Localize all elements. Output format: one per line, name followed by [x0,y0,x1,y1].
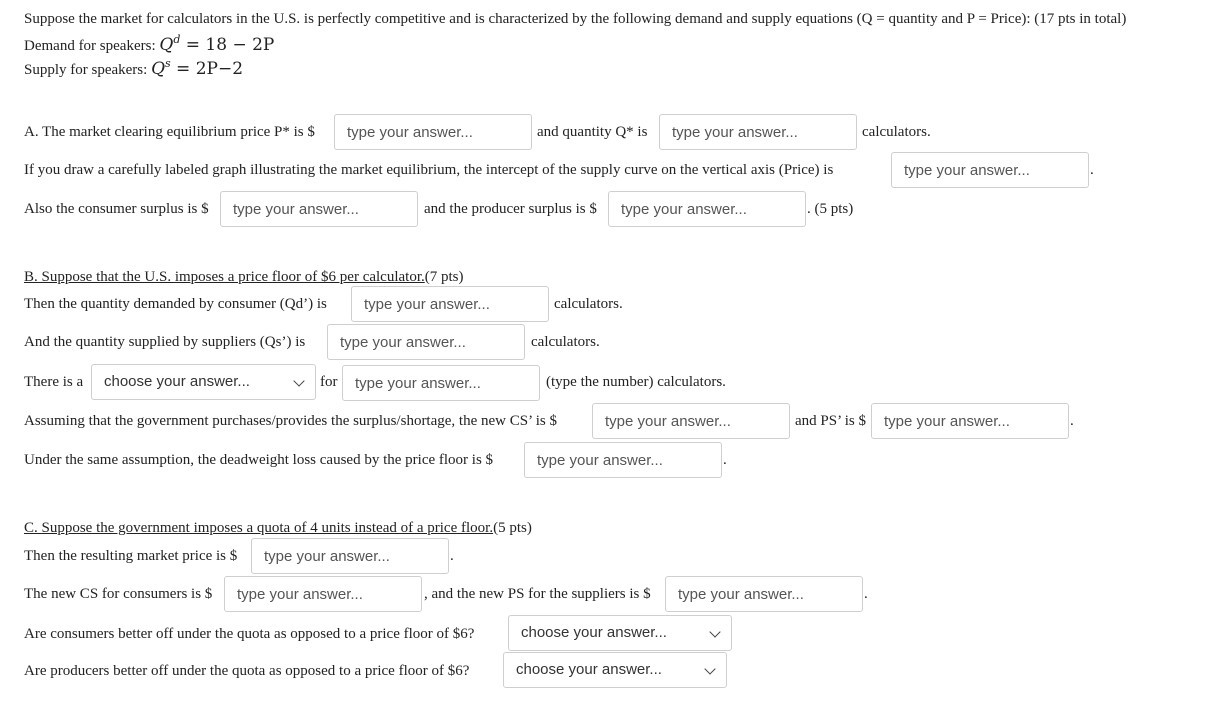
partA-quantity-input[interactable] [659,114,857,150]
partB-ps-label: and PS’ is $ [795,413,866,429]
partA-price-input[interactable] [334,114,532,150]
select-value: choose your answer... [516,661,662,678]
partC-price-input[interactable] [251,538,449,574]
partC-producers-select[interactable] [503,652,727,688]
supply-label: Supply for speakers: [24,62,152,78]
supply-superscript: s [165,57,171,70]
partB-qs-input[interactable] [327,324,525,360]
partB-qs-label: And the quantity supplied by suppliers (Qs’) is [24,334,306,350]
partB-period: . [1070,413,1074,429]
partC-consumers-select[interactable] [508,615,732,651]
partB-title [24,268,464,286]
partB-title-text: B. Suppose that the U.S. imposes a price floor of $6 per calculator. [24,269,425,285]
partA-ps-label: and the producer surplus is $ [424,201,597,217]
demand-superscript: d [173,33,181,46]
partB-qd-input[interactable] [351,286,549,322]
partC-title-text: C. Suppose the government imposes a quota of 4 units instead of a price floor. [24,520,494,536]
demand-equation-rhs: = 18 − 2P [180,35,275,55]
partA-quantity-label: and quantity Q* is [537,124,648,140]
intro-line: Suppose the market for calculators in the U.S. is perfectly competitive and is characterized by the following demand and supply equations (Q = quantity and P = Price): (17 pts in total) [24,11,1127,27]
partC-price-label: Then the resulting market price is $ [24,548,238,564]
chevron-down-icon [704,663,715,674]
partC-producers-question: Are producers better off under the quota as opposed to a price floor of $6? [24,663,470,679]
partA-ps-input[interactable] [608,191,806,227]
partA-cs-label: Also the consumer surplus is $ [24,201,209,217]
partC-consumers-question: Are consumers better off under the quota as opposed to a price floor of $6? [24,626,475,642]
partA-calculators-text: calculators. [862,124,931,140]
partA-intercept-input[interactable] [891,152,1089,188]
partB-cs-input[interactable] [592,403,790,439]
partA-period: . [1090,162,1094,178]
partC-title-points: (5 pts) [493,520,532,536]
partC-cs-input[interactable] [224,576,422,612]
partB-amount-input[interactable] [342,365,540,401]
partB-for-label: for [320,374,338,390]
supply-equation-rhs: = 2P−2 [170,59,244,79]
partB-qd-unit: calculators. [554,296,623,312]
partB-dwl-label: Under the same assumption, the deadweight loss caused by the price floor is $ [24,452,494,468]
partB-qd-label: Then the quantity demanded by consumer (Qd’) is [24,296,327,312]
supply-equation [24,53,243,81]
partA-points: . (5 pts) [807,201,854,217]
partB-dwl-input[interactable] [524,442,722,478]
chevron-down-icon [293,375,304,386]
chevron-down-icon [709,626,720,637]
partA-price-label: A. The market clearing equilibrium price P* is $ [24,124,315,140]
select-value: choose your answer... [521,624,667,641]
partC-ps-label: , and the new PS for the suppliers is $ [424,586,651,602]
supply-q-symbol: Q [151,59,165,79]
partB-surplus-shortage-select[interactable] [91,364,316,400]
partB-dwl-period: . [723,452,727,468]
partB-amount-unit: (type the number) calculators. [546,374,726,390]
partC-ps-period: . [864,586,868,602]
partC-price-period: . [450,548,454,564]
partA-cs-input[interactable] [220,191,418,227]
partC-cs-label: The new CS for consumers is $ [24,586,213,602]
partC-title [24,519,532,537]
partB-there-is-label: There is a [24,374,84,390]
partB-title-points: (7 pts) [424,269,464,285]
partA-intercept-label: If you draw a carefully labeled graph illustrating the market equilibrium, the intercept of the supply curve on the vertical axis (Price) is [24,162,834,178]
demand-q-symbol: Q [159,35,174,55]
select-value: choose your answer... [104,373,250,390]
partC-ps-input[interactable] [665,576,863,612]
demand-label: Demand for speakers: [24,38,160,54]
partB-qs-unit: calculators. [531,334,600,350]
partB-cs-label: Assuming that the government purchases/provides the surplus/shortage, the new CS’ is $ [24,413,557,429]
partB-ps-input[interactable] [871,403,1069,439]
